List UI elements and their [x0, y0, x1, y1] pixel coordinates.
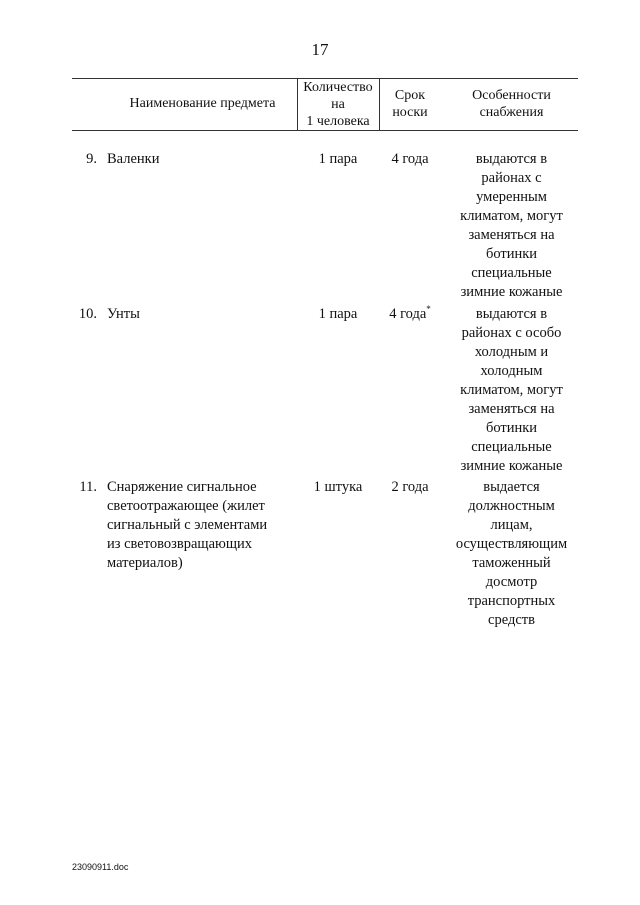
- row-number: 10.: [78, 306, 97, 322]
- item-name: [107, 478, 292, 573]
- item-quantity: 1 пара: [318, 306, 358, 322]
- notes-line: заменяться на: [468, 401, 555, 417]
- item-notes: [445, 478, 578, 630]
- notes-line: выдаются в: [475, 151, 548, 167]
- file-name-footer: 23090911.doc: [72, 862, 129, 872]
- footnote-mark: *: [426, 304, 431, 315]
- header-term: [380, 87, 440, 121]
- item-term-value: 2 года: [391, 479, 429, 495]
- item-name-line: Унты: [107, 306, 140, 322]
- notes-line: должностным: [468, 498, 555, 514]
- item-name-line: материалов): [107, 555, 183, 571]
- header-term-line: Срок: [394, 88, 426, 103]
- notes-line: ботинки: [485, 420, 538, 436]
- notes-line: досмотр: [485, 574, 538, 590]
- header-notes: [445, 87, 578, 121]
- item-name: [107, 150, 292, 169]
- notes-line: специальные: [471, 265, 552, 281]
- notes-line: выдается: [483, 479, 540, 495]
- notes-line: климатом, могут: [460, 382, 563, 398]
- item-name: [107, 305, 292, 324]
- notes-line: холодным и: [474, 344, 549, 360]
- item-name-line: из световозвращающих: [107, 536, 253, 552]
- row-number: 11.: [79, 479, 97, 495]
- notes-line: районах с: [481, 170, 542, 186]
- item-term-value: 4 года: [391, 151, 429, 167]
- header-quantity-line: на: [331, 97, 345, 112]
- header-bottom-rule: [72, 130, 578, 131]
- header-quantity-line: Количество: [303, 80, 373, 95]
- item-notes: [445, 150, 578, 302]
- notes-line: зимние кожаные: [460, 458, 563, 474]
- notes-line: специальные: [471, 439, 552, 455]
- notes-line: холодным: [480, 363, 543, 379]
- notes-line: таможенный: [472, 555, 551, 571]
- item-term: [380, 478, 440, 497]
- item-term: [380, 150, 440, 169]
- notes-line: средств: [488, 612, 535, 628]
- notes-line: ботинки: [485, 246, 538, 262]
- item-name-line: светоотражающее (жилет: [107, 498, 265, 514]
- item-quantity: 1 штука: [313, 479, 363, 495]
- notes-line: зимние кожаные: [460, 284, 563, 300]
- item-quantity: 1 пара: [318, 151, 358, 167]
- header-term-line: носки: [392, 105, 428, 120]
- header-notes-line: снабжения: [479, 105, 544, 120]
- item-term: [380, 305, 440, 324]
- item-name-line: сигнальный с элементами: [107, 517, 268, 533]
- item-term-value: 4 года: [389, 306, 427, 322]
- notes-line: транспортных: [467, 593, 556, 609]
- notes-line: выдаются в: [475, 306, 548, 322]
- notes-line: лицам,: [490, 517, 533, 533]
- row-number: 9.: [86, 151, 97, 167]
- notes-line: климатом, могут: [460, 208, 563, 224]
- notes-line: заменяться на: [468, 227, 555, 243]
- item-notes: [445, 305, 578, 476]
- header-notes-line: Особенности: [472, 88, 551, 103]
- header-quantity: [297, 79, 379, 130]
- notes-line: осуществляющим: [455, 536, 568, 552]
- item-name-line: Снаряжение сигнальное: [107, 479, 257, 495]
- header-name: Наименование предмета: [129, 96, 276, 111]
- header-quantity-line: 1 человека: [306, 114, 370, 129]
- notes-line: умеренным: [476, 189, 547, 205]
- notes-line: районах с особо: [461, 325, 562, 341]
- item-name-line: Валенки: [107, 151, 160, 167]
- page-number: 17: [311, 40, 329, 59]
